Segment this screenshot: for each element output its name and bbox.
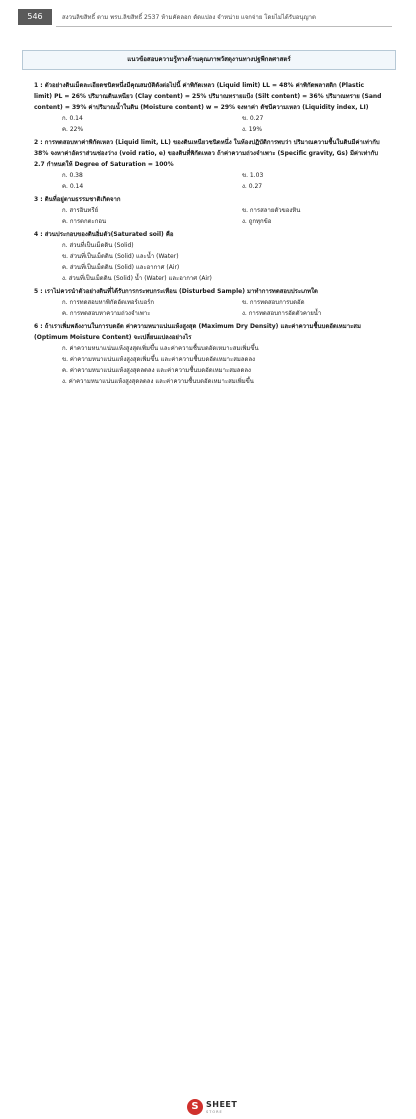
option-d[interactable]: ง. ส่วนที่เป็นเม็ดดิน (Solid) น้ำ (Water) และอากาศ (Air): [62, 275, 212, 282]
question-4: 4 : ส่วนประกอบของดินอิ่มตัว(Saturated soil) คือ: [34, 231, 174, 238]
option-c[interactable]: ค. 0.14: [62, 183, 84, 190]
question-1-options: [62, 113, 384, 135]
option-b[interactable]: ข. ค่าความหนาแน่นแห้งสูงสุดเพิ่มขึ้น และค่าความชื้นบดอัดเหมาะสมลดลง: [62, 356, 256, 363]
question-6-options: [62, 343, 384, 387]
question-3-options: [62, 205, 384, 227]
question-2-options: [62, 170, 384, 192]
option-c[interactable]: ค. การตกตะกอน: [62, 218, 107, 225]
logo-text: SHEET: [206, 1100, 238, 1109]
question-1: 1 : ตัวอย่างดินเม็ดละเอียดชนิดหนึ่งมีคุณสมบัติดังต่อไปนี้ ค่าพิกัดเหลว (Liquid limit) LL = 48% ค่าพิกัดพลาสติก (Plastic limit) PL = 26% ปริมาณดินเหนียว (Clay content) = 25% ปริมาณทรายแป้ง (Silt content) = 36% ปริมาณทราย (Sand content) = 39% ค่าปริมาณน้ำในดิน (Moisture content) w = 29% จงหาค่า ดัชนีความเหลว (Liquidity index, LI): [34, 82, 382, 111]
s-logo-icon: S: [187, 1099, 203, 1115]
sheet-store-logo: [187, 1097, 238, 1119]
option-c[interactable]: ค. ค่าความหนาแน่นแห้งสูงสุดลดลง และค่าความชื้นบดอัดเหมาะสมลดลง: [62, 367, 251, 374]
option-c[interactable]: ค. การทดสอบหาความถ่วงจำเพาะ: [62, 310, 151, 317]
option-d[interactable]: ง. 0.27: [242, 183, 263, 190]
option-a[interactable]: ก. ค่าความหนาแน่นแห้งสูงสุดเพิ่มขึ้น และค่าความชื้นบดอัดเหมาะสมเพิ่มขึ้น: [62, 345, 259, 352]
option-b[interactable]: ข. 1.03: [242, 172, 264, 179]
question-list: [34, 80, 384, 387]
question-4-options: [62, 240, 384, 284]
question-5: 5 : เราไม่ควรนำตัวอย่างดินที่ได้รับการกระทบกระเทือน (Disturbed Sample) มาทำการทดสอบประเภทใด: [34, 288, 318, 295]
question-2: 2 : การทดสอบหาค่าพิกัดเหลว (Liquid limit, LL) ของดินเหนียวชนิดหนึ่ง ในห้องปฏิบัติการพบว่า ปริมาณความชื้นในดินมีค่าเท่ากับ 38% จงหาค่าอัตราส่วนช่องว่าง (void ratio, e) ของดินที่พิกัดเหลว ถ้าค่าความถ่วงจำเพาะ (Specific gravity, Gs) มีค่าเท่ากับ 2.7 กำหนดให้ Degree of Saturation = 100%: [34, 139, 380, 168]
question-5-options: [62, 297, 384, 319]
page-number: 546: [18, 9, 52, 25]
option-a[interactable]: ก. 0.14: [62, 115, 83, 122]
page-footer: [0, 548, 416, 1114]
option-c[interactable]: ค. 22%: [62, 126, 84, 133]
option-a[interactable]: ก. ส่วนที่เป็นเม็ดดิน (Solid): [62, 242, 134, 249]
option-a[interactable]: ก. 0.38: [62, 172, 83, 179]
option-d[interactable]: ง. 19%: [242, 126, 263, 133]
section-title: แนวข้อสอบความรู้ทางด้านคุณภาพวัสดุงานทางปฐพีกลศาสตร์: [127, 56, 291, 63]
section-title-box: [22, 50, 396, 70]
option-b[interactable]: ข. 0.27: [242, 115, 264, 122]
running-header-text: สงวนลิขสิทธิ์ ตาม พรบ.ลิขสิทธิ์ 2537 ห้ามคัดลอก ดัดแปลง จำหน่าย แจกจ่าย โดยไม่ได้รับอนุญาต: [62, 14, 316, 21]
option-a[interactable]: ก. สารอินทรีย์: [62, 207, 99, 214]
logo-subtext: STORE: [206, 1110, 223, 1114]
question-3: 3 : ดินที่อยู่ตามธรรมชาติเกิดจาก: [34, 196, 121, 203]
option-d[interactable]: ง. การทดสอบการอัดตัวคายน้ำ: [242, 310, 322, 317]
option-c[interactable]: ค. ส่วนที่เป็นเม็ดดิน (Solid) และอากาศ (Air): [62, 264, 180, 271]
option-b[interactable]: ข. การทดสอบการบดอัด: [242, 299, 305, 306]
page-header: [0, 0, 416, 34]
option-d[interactable]: ง. ถูกทุกข้อ: [242, 218, 272, 225]
option-b[interactable]: ข. การสลายตัวของหิน: [242, 207, 301, 214]
option-d[interactable]: ง. ค่าความหนาแน่นแห้งสูงสุดลดลง และค่าความชื้นบดอัดเหมาะสมเพิ่มขึ้น: [62, 378, 254, 385]
option-a[interactable]: ก. การทดสอบหาพิกัดอัตเทอร์เบอร์ก: [62, 299, 155, 306]
option-b[interactable]: ข. ส่วนที่เป็นเม็ดดิน (Solid) และน้ำ (Water): [62, 253, 179, 260]
question-6: 6 : ถ้าเราเพิ่มพลังงานในการบดอัด ค่าความหนาแน่นแห้งสูงสุด (Maximum Dry Density) และค่าความชื้นบดอัดเหมาะสม (Optimum Moisture Content) จะเปลี่ยนแปลงอย่างไร: [34, 323, 361, 341]
